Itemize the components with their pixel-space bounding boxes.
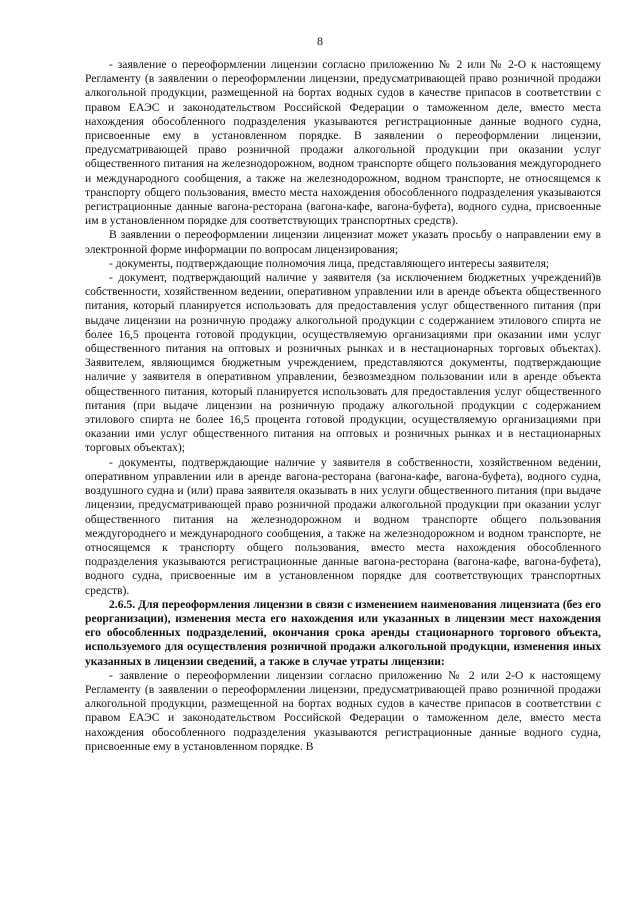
paragraph-transport-documents: - документы, подтверждающие наличие у заявителя в собственности, хозяйственном ведении, оперативном управлении или в аренде вагона-ресторана (вагона-кафе, вагона-буфета), водного судна, воздушного судна и (или) права заявителя оказывать в них услуги общественного питания (при выдаче лицензии, предусматривающей право розничной продажи алкогольной продукции при оказании услуг общественного питания на железнодорожном и водном транспорте общего пользования междугороднего и международного сообщения, а также на железнодорожном и водном транспорте, не относящемся к транспорту общего пользования, вместо места нахождения обособленного подразделения указываются регистрационные данные вагона-ресторана (вагона-кафе, вагона-буфета), водного судна, присвоенные им в установленном порядке для соответствующих транспортных средств). <box>85 455 601 597</box>
page-number: 8 <box>317 34 323 48</box>
section-heading-2-6-5: 2.6.5. Для переоформления лицензии в связи с изменением наименования лицензиата (без его реорганизации), изменения места его нахождения или указанных в лицензии мест нахождения его обособленных подразделений, окончания срока аренды стационарного торгового объекта, используемого для осуществления розничной продажи алкогольной продукции, изменения иных указанных в лицензии сведений, а также в случае утраты лицензии: <box>85 597 601 668</box>
paragraph-application-requirements: - заявление о переоформлении лицензии согласно приложению № 2 или № 2-О к настоящему Регламенту (в заявлении о переоформлении лицензии, предусматривающей право розничной продажи алкогольной продукции, размещенной на бортах водных судов в качестве припасов в соответствии с правом ЕАЭС и законодательством Российской Федерации о таможенном деле, вместо места нахождения обособленного подразделения указываются регистрационные данные водного судна, присвоенные ему в установленном порядке. В заявлении о переоформлении лицензии, предусматривающей право розничной продажи алкогольной продукции при оказании услуг общественного питания на железнодорожном, водном транспорте общего пользования междугороднего и международного сообщения, а также на железнодорожном, водном транспорте, не относящемся к транспорту общего пользования, вместо места нахождения обособленного подразделения указываются регистрационные данные вагона-ресторана (вагона-кафе, вагона-буфета), водного судна, присвоенные им в установленном порядке для соответствующих транспортных средств). <box>85 58 601 228</box>
paragraph-reissue-application: - заявление о переоформлении лицензии согласно приложению № 2 или 2-О к настоящему Регламенту (в заявлении о переоформлении лицензии, предусматривающей право розничной продажи алкогольной продукции, размещенной на бортах водных судов в качестве припасов в соответствии с правом ЕАЭС и законодательством Российской Федерации о таможенном деле, вместо места нахождения обособленного подразделения указываются регистрационные данные водного судна, присвоенные ему в установленном порядке. В <box>85 668 601 753</box>
paragraph-catering-object-document: - документ, подтверждающий наличие у заявителя (за исключением бюджетных учреждений)в собственности, хозяйственном ведении, оперативном управлении или в аренде объекта общественного питания, который планируется использовать для предоставления услуг общественного питания (при выдаче лицензии на розничную продажу алкогольной продукции с содержанием этилового спирта не более 16,5 процента готовой продукции, осуществляемую организациями при оказании ими услуг общественного питания на оптовых и розничных рынках и в нестационарных торговых объектах). Заявителем, являющимся бюджетным учреждением, представляются документы, подтверждающие наличие у заявителя в оперативном управлении, безвозмездном пользовании или в аренде объекта общественного питания, который планируется использовать для предоставления услуг общественного питания (при выдаче лицензии на розничную продажу алкогольной продукции с содержанием этилового спирта не более 16,5 процента готовой продукции, осуществляемую организациями при оказании ими услуг общественного питания на оптовых и розничных рынках и в нестационарных торговых объектах); <box>85 271 601 455</box>
paragraph-electronic-request: В заявлении о переоформлении лицензии лицензиат может указать просьбу о направлении ему в электронной форме информации по вопросам лицензирования; <box>85 228 601 256</box>
paragraph-authority-documents: - документы, подтверждающие полномочия лица, представляющего интересы заявителя; <box>109 256 550 270</box>
document-body <box>85 58 601 754</box>
